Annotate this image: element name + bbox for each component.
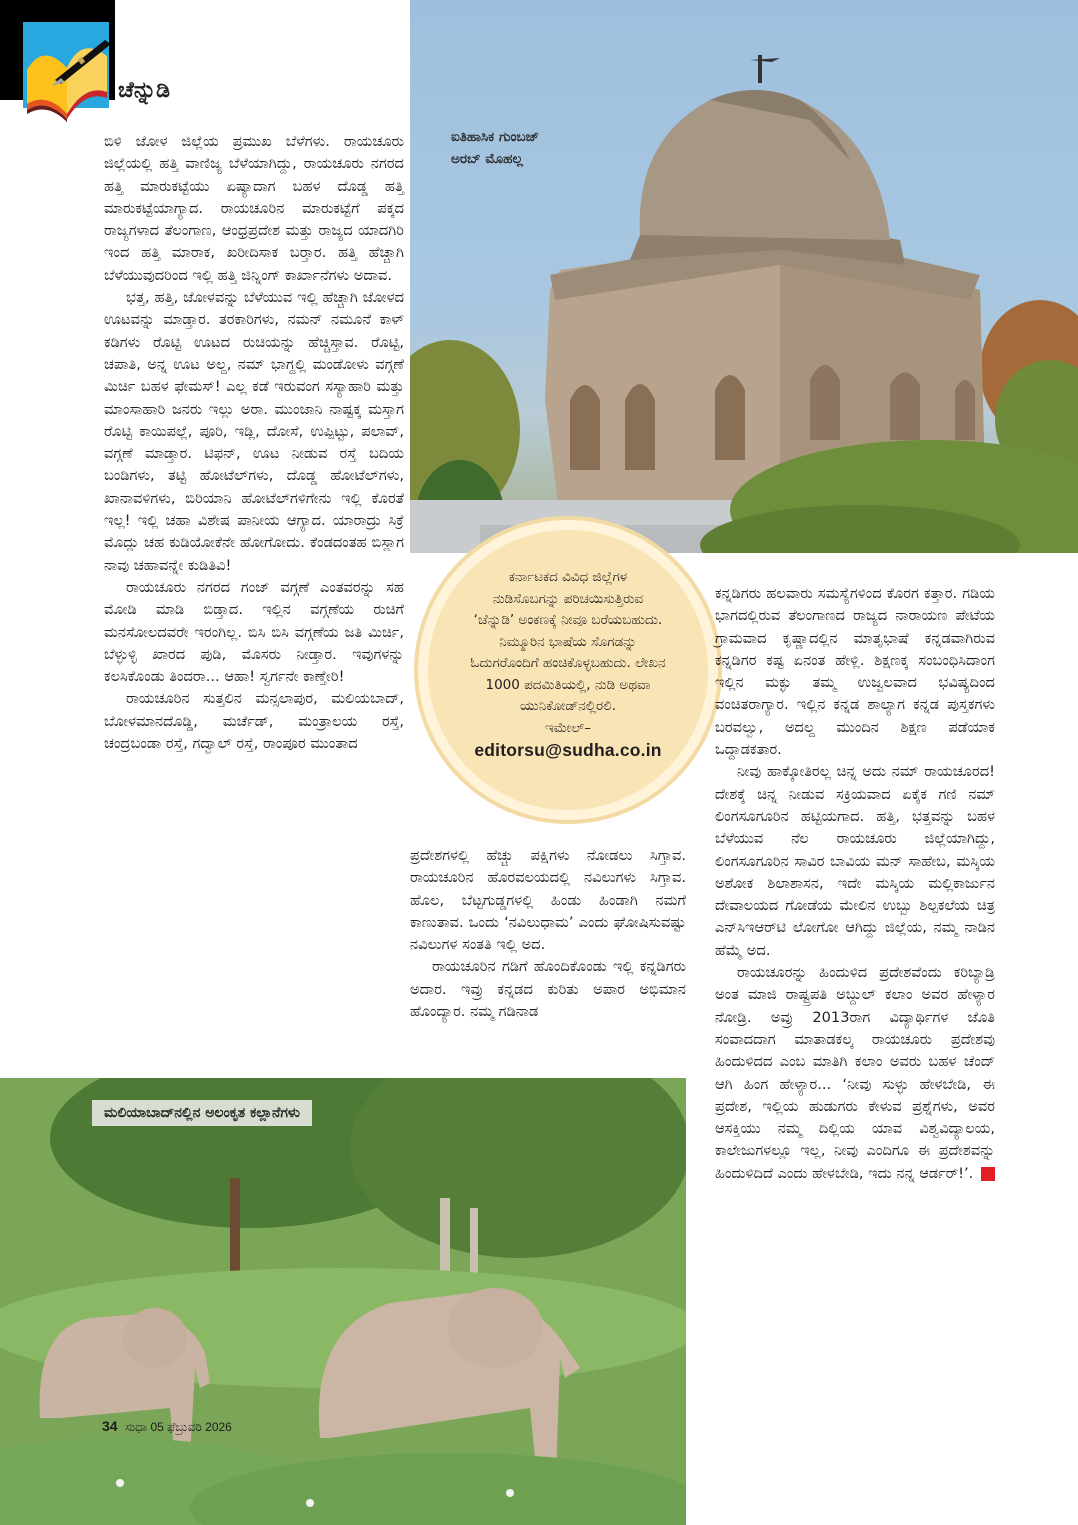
paragraph: ರಾಯಚೂರಿನ ಸುತ್ತಲಿನ ಮನ್ಸಲಾಪುರ, ಮಲಿಯಬಾದ್, ಬೋಳಮಾನದೊಡ್ಡಿ, ಮರ್ಚೆಡ್, ಮಂತ್ರಾಲಯ ರಸ್ತೆ, ಚಂದ್ರಬಂಡಾ ರಸ್ತೆ, ಗದ್ವಾಲ್ ರಸ್ತೆ, ರಾಂಪೂರ ಮುಂತಾದ	[104, 690, 404, 753]
callout-line: ಇಮೇಲ್–	[545, 719, 591, 736]
callout-line: ನಿಮ್ಮೂರಿನ ಭಾಷೆಯ ಸೊಗಡನ್ನು	[499, 633, 637, 650]
page-footer	[102, 1418, 232, 1435]
issue-date: 05 ಫೆಬ್ರುವರಿ 2026	[150, 1420, 232, 1434]
email-link[interactable]: editorsu@sudha.co.in	[474, 740, 662, 760]
paragraph	[715, 962, 995, 1185]
paragraph: ಪ್ರದೇಶಗಳಲ್ಲಿ ಹೆಚ್ಚು ಪಕ್ಷಿಗಳು ನೋಡಲು ಸಿಗ್ತಾವ. ರಾಯಚೂರಿನ ಹೊರವಲಯದಲ್ಲಿ ನವಿಲುಗಳು ಸಿಗ್ತಾವ. ಹೊಲ, ಬೆಟ್ಟಗುಡ್ಡಗಳಲ್ಲಿ ಹಿಂಡು ಹಿಂಡಾಗಿ ನಮಗೆ ಕಾಣುತಾವ. ಒಂದು ‘ನವಿಲುಧಾಮ’ ಎಂದು ಘೋಷಿಸುವಷ್ಟು ನವಿಲುಗಳ ಸಂತತಿ ಇಲ್ಲಿ ಅದ.	[410, 847, 686, 954]
book-pen-icon	[23, 22, 113, 122]
magazine-name: ಸುಧಾ	[124, 1420, 148, 1434]
callout-line: ‘ಚೆನ್ನುಡಿ’ ಅಂಕಣಕ್ಕೆ ನೀವೂ ಬರೆಯಬಹುದು.	[473, 612, 663, 628]
elephants-illustration	[0, 1078, 686, 1525]
paragraph: ಬಿಳಿ ಜೋಳ ಜಿಲ್ಲೆಯ ಪ್ರಮುಖ ಬೆಳೆಗಳು. ರಾಯಚೂರು ಜಿಲ್ಲೆಯಲ್ಲಿ ಹತ್ತಿ ವಾಣಿಜ್ಯ ಬೆಳೆಯಾಗಿದ್ದು, ರಾಯಚೂರು ನಗರದ ಹತ್ತಿ ಮಾರುಕಟ್ಟೆಯು ಏಷ್ಯಾದಾಗ ಬಹಳ ದೊಡ್ಡ ಹತ್ತಿ ಮಾರುಕಟ್ಟೆಯಾಗ್ಯಾದ. ರಾಯಚೂರಿನ ಮಾರುಕಟ್ಟೆಗೆ ಪಕ್ಕದ ರಾಜ್ಯಗಳಾದ ತೆಲಂಗಾಣ, ಆಂಧ್ರಪ್ರದೇಶ ಮತ್ತು ರಾಜ್ಯದ ಯಾದಗಿರಿ ಇಂದ ಹತ್ತಿ ಮಾರಾಕ, ಖರೀದಿಸಾಕ ಬರ್‍ತಾರ. ಹತ್ತಿ ಹೆಚ್ಚಾಗಿ ಬೆಳೆಯುವುದರಿಂದ ಇಲ್ಲಿ ಹತ್ತಿ ಜಿನ್ನಿಂಗ್ ಕಾರ್ಖಾನೆಗಳು ಅದಾವ.	[104, 133, 404, 284]
elephants-photo	[0, 1078, 686, 1525]
tomb-photo-caption	[451, 126, 539, 170]
paragraph: ರಾಯಚೂರಿನ ಗಡಿಗೆ ಹೊಂದಿಕೊಂಡು ಇಲ್ಲಿ ಕನ್ನಡಿಗರು ಅದಾರ. ಇವ್ರು ಕನ್ನಡದ ಕುರಿತು ಅಪಾರ ಅಭಿಮಾನ ಹೊಂದ್ಯಾರ. ನಮ್ಮ ಗಡಿನಾಡ	[410, 958, 686, 1021]
page-number: 34	[102, 1418, 118, 1434]
paragraph: ನೀವು ಹಾಕ್ಕೋತಿರಲ್ಲ ಚಿನ್ನ ಅದು ನಮ್ ರಾಯಚೂರದ! ದೇಶಕ್ಕೆ ಚಿನ್ನ ನೀಡುವ ಸಕ್ರಿಯವಾದ ಏಕೈಕ ಗಣಿ ನಮ್ ಲಿಂಗಸೂಗೂರಿನ ಹಟ್ಟಿಯಗಾದ. ಹತ್ತಿ, ಭತ್ತವನ್ನು ಬಹಳ ಬೆಳೆಯುವ ನೆಲ ರಾಯಚೂರು ಜಿಲ್ಲೆಯಾಗಿದ್ದು, ಲಿಂಗಸೂಗೂರಿನ ಸಾವಿರ ಬಾವಿಯ ಮನ್ ಸಾಹೇಬ, ಮಸ್ಕಿಯ ಅಶೋಕ ಶಿಲಾಶಾಸನ, ಇದೇ ಮಸ್ಕಿಯ ಮಲ್ಲಿಕಾರ್ಜುನ ದೇವಾಲಯದ ಗೋಡೆಯ ಮೇಲಿನ ಉಬ್ಬು ಶಿಲ್ಪಕಲೆಯ ಚಿತ್ರ ಎನ್‌ಸಿಇಆರ್‌ಟಿ ಲೋಗೋ ಆಗಿದ್ದು ಜಿಲ್ಲೆಯ, ನಮ್ಮ ನಾಡಿನ ಹೆಮ್ಮೆ ಅದ.	[715, 763, 995, 959]
tomb-illustration	[410, 0, 1078, 553]
callout-line: ಓದುಗರೊಂದಿಗೆ ಹಂಚಿಕೊಳ್ಳಬಹುದು. ಲೇಖನ	[470, 655, 666, 671]
section-title: ಚೆನ್ನುಡಿ	[118, 78, 170, 103]
paragraph: ಕನ್ನಡಿಗರು ಹಲವಾರು ಸಮಸ್ಯೆಗಳಿಂದ ಕೊರಗ ಕತ್ತಾರ. ಗಡಿಯ ಭಾಗದಲ್ಲಿರುವ ತೆಲಂಗಾಣದ ರಾಜ್ಯದ ನಾರಾಯಣ ಪೇಟೆಯ ಗ್ರಾಮವಾದ ಕೃಷ್ಣಾದಲ್ಲಿನ ಮಾತೃಭಾಷೆ ಕನ್ನಡವಾಗಿರುವ ಕನ್ನಡಿಗರ ಕಷ್ಟ ಏನಂತ ಹೇಳ್ಲಿ. ಶಿಕ್ಷಣಕ್ಕ ಸಂಬಂಧಿಸಿದಾಂಗ ಇಲ್ಲಿನ ಮಕ್ಳು ತಮ್ಮ ಉಜ್ವಲವಾದ ಭವಿಷ್ಯದಿಂದ ವಂಚಿತರಾಗ್ಯಾರ. ಇಲ್ಲಿನ ಕನ್ನಡ ಶಾಲ್ಯಾಗ ಕನ್ನಡ ಪುಸ್ತಕಗಳು ಬರವಲ್ವು, ಅದಲ್ದ ಮುಂದಿನ ಶಿಕ್ಷಣ ಪಡೆಯಾಕ ಒದ್ದಾಡಕತಾರ.	[715, 585, 995, 759]
article-column-right	[715, 583, 995, 1185]
paragraph: ರಾಯಚೂರು ನಗರದ ಗಂಜ್ ವಗ್ಗಣೆ ಎಂತವರನ್ನು ಸಹ ಮೋಡಿ ಮಾಡಿ ಬಿಡ್ತಾದ. ಇಲ್ಲಿನ ವಗ್ಗಣೆಯ ರುಚಿಗೆ ಮನಸೋಲದವರೇ ಇರಂಗಿಲ್ಲ. ಬಿಸಿ ಬಿಸಿ ವಗ್ಗಣೆಯ ಜತಿ ಮಿರ್ಚಿ, ಬೆಳ್ಳುಳ್ಳಿ ಖಾರದ ಪುಡಿ, ಮೊಸರು ನೀಡ್ತಾರ. ಇವುಗಳನ್ನು ಕಲಸಿಕೊಂಡು ತಿಂದರಾ... ಆಹಾ! ಸ್ವರ್ಗನೇ ಕಾಣ್ತೇರಿ!	[104, 578, 404, 686]
paragraph-text: ರಾಯಚೂರನ್ನು ಹಿಂದುಳಿದ ಪ್ರದೇಶವೆಂದು ಕರಿಬ್ಯಾಡ್ರಿ ಅಂತ ಮಾಜಿ ರಾಷ್ಟ್ರಪತಿ ಅಬ್ದುಲ್ ಕಲಾಂ ಅವರ ಹೇಳ್ಯಾರ ನೋಡ್ರಿ. ಅವ್ರು 2013ರಾಗ ವಿದ್ಯಾರ್ಥಿಗಳ ಜೊತಿ ಸಂವಾದದಾಗ ಮಾತಾಡಕಲ್ಕ ರಾಯಚೂರು ಪ್ರದೇಶವು ಹಿಂದುಳಿದದ ಎಂಬ ಮಾತಿಗಿ ಕಲಾಂ ಅವರು ಬಹಳ ಚೆಂದ್ ಆಗಿ ಹಿಂಗ ಹೇಳ್ಯಾರ... ‘ನೀವು ಸುಳ್ಳು ಹೇಳಬೇಡಿ, ಈ ಪ್ರದೇಶ, ಇಲ್ಲಿಯ ಹುಡುಗರು ಕೇಳುವ ಪ್ರಶ್ನೆಗಳು, ಅವರ ಆಸಕ್ತಿಯು ನಮ್ಮ ದಿಲ್ಲಿಯ ಯಾವ ವಿಶ್ವವಿದ್ಯಾಲಯ, ಕಾಲೇಜುಗಳಲ್ಲೂ ಇಲ್ಲ, ನೀವು ಎಂದಿಗೂ ಈ ಪ್ರದೇಶವನ್ನು ಹಿಂದುಳಿದಿದೆ ಎಂದು ಹೇಳಬೇಡಿ, ಇದು ನನ್ನ ಆರ್ಡರ್!’.	[715, 964, 995, 1182]
tomb-photo	[410, 0, 1078, 553]
callout-line: ಯುನಿಕೋಡ್‌ನಲ್ಲಿರಲಿ.	[519, 698, 617, 714]
callout-line: ನುಡಿಸೊಬಗನ್ನು ಪರಿಚಯಿಸುತ್ತಿರುವ	[492, 590, 644, 607]
article-column-middle	[410, 845, 686, 1023]
callout-line: ಕರ್ನಾಟಕದ ವಿವಿಧ ಜಿಲ್ಲೆಗಳ	[508, 569, 628, 585]
tomb-caption-line-2: ಅರಬ್ ಮೊಹಲ್ಲ	[451, 151, 523, 167]
callout-line: 1000 ಪದಮಿತಿಯಲ್ಲಿ, ನುಡಿ ಅಥವಾ	[485, 676, 651, 693]
paragraph: ಭತ್ತ, ಹತ್ತಿ, ಜೋಳವನ್ನು ಬೆಳೆಯುವ ಇಲ್ಲಿ ಹೆಚ್ಚಾಗಿ ಜೋಳದ ಊಟವನ್ನು ಮಾಡ್ತಾರ. ತರಕಾರಿಗಳು, ನಮನ್ ನಮೂನೆ ಕಾಳ್ ಕಡಿಗಳು ರೊಟ್ಟಿ ಊಟದ ರುಚಿಯನ್ನು ಹೆಚ್ಚಿಸ್ತಾವ. ರೊಟ್ಟಿ, ಚಪಾತಿ, ಅನ್ನ ಊಟ ಅಲ್ದ, ನಮ್ ಭಾಗ್ದಲ್ಲಿ ಮಂಡೋಳು ವಗ್ಗಣೆ ಮಿರ್ಚಿ ಬಹಳ ಫೇಮಸ್! ಎಲ್ಲ ಕಡೆ ಇರುವಂಗ ಸಸ್ಯಾಹಾರಿ ಮತ್ತು ಮಾಂಸಾಹಾರಿ ಜನರು ಇಲ್ಲು ಅರಾ. ಮುಂಜಾನಿ ನಾಷ್ಟಕ್ಕ ಮಸ್ತಾಗ ರೊಟ್ಟಿ ಕಾಯಿಪಲ್ಲೆ, ಪೂರಿ, ಇಡ್ಲಿ, ದೋಸೆ, ಉಪ್ಪಿಟ್ಟು, ಪಲಾವ್, ವಗ್ಗಣೆ ಮಾಡ್ತಾರ. ಟಿಫನ್, ಊಟ ನೀಡುವ ರಸ್ತೆ ಬದಿಯ ಬಂಡಿಗಳು, ತಟ್ಟಿ ಹೋಟೆಲ್‌ಗಳು, ದೊಡ್ಡ ಹೋಟೆಲ್‌ಗಳು, ಖಾನಾವಳಿಗಳು, ಬಿರಿಯಾನಿ ಹೋಟೆಲ್‌ಗಳಿಗೇನು ಇಲ್ಲಿ ಕೊರತೆ ಇಲ್ಲ! ಇಲ್ಲಿ ಚಹಾ ವಿಶೇಷ ಪಾನೀಯ ಆಗ್ಯಾದ. ಯಾರಾದ್ರು ಸಿಕ್ರೆ ಮೊದ್ಲು ಚಹ ಕುಡಿಯೋಕೆನೇ ಹೋಗೋದು. ಕೆಂಡದಂತಹ ಬಿಸ್ಲಾಗ ನಾವು ಚಹಾವನ್ನೇ ಕುಡಿತಿವಿ!	[104, 289, 404, 574]
elephants-photo-caption: ಮಲಿಯಾಬಾದ್‌ನಲ್ಲಿನ ಅಲಂಕೃತ ಕಲ್ಲಾನೆಗಳು	[92, 1100, 312, 1126]
article-end-mark	[981, 1167, 995, 1181]
submission-callout-text	[418, 567, 718, 762]
tomb-caption-line-1: ಐತಿಹಾಸಿಕ ಗುಂಬಜ್	[451, 129, 540, 145]
article-column-left	[104, 131, 404, 755]
